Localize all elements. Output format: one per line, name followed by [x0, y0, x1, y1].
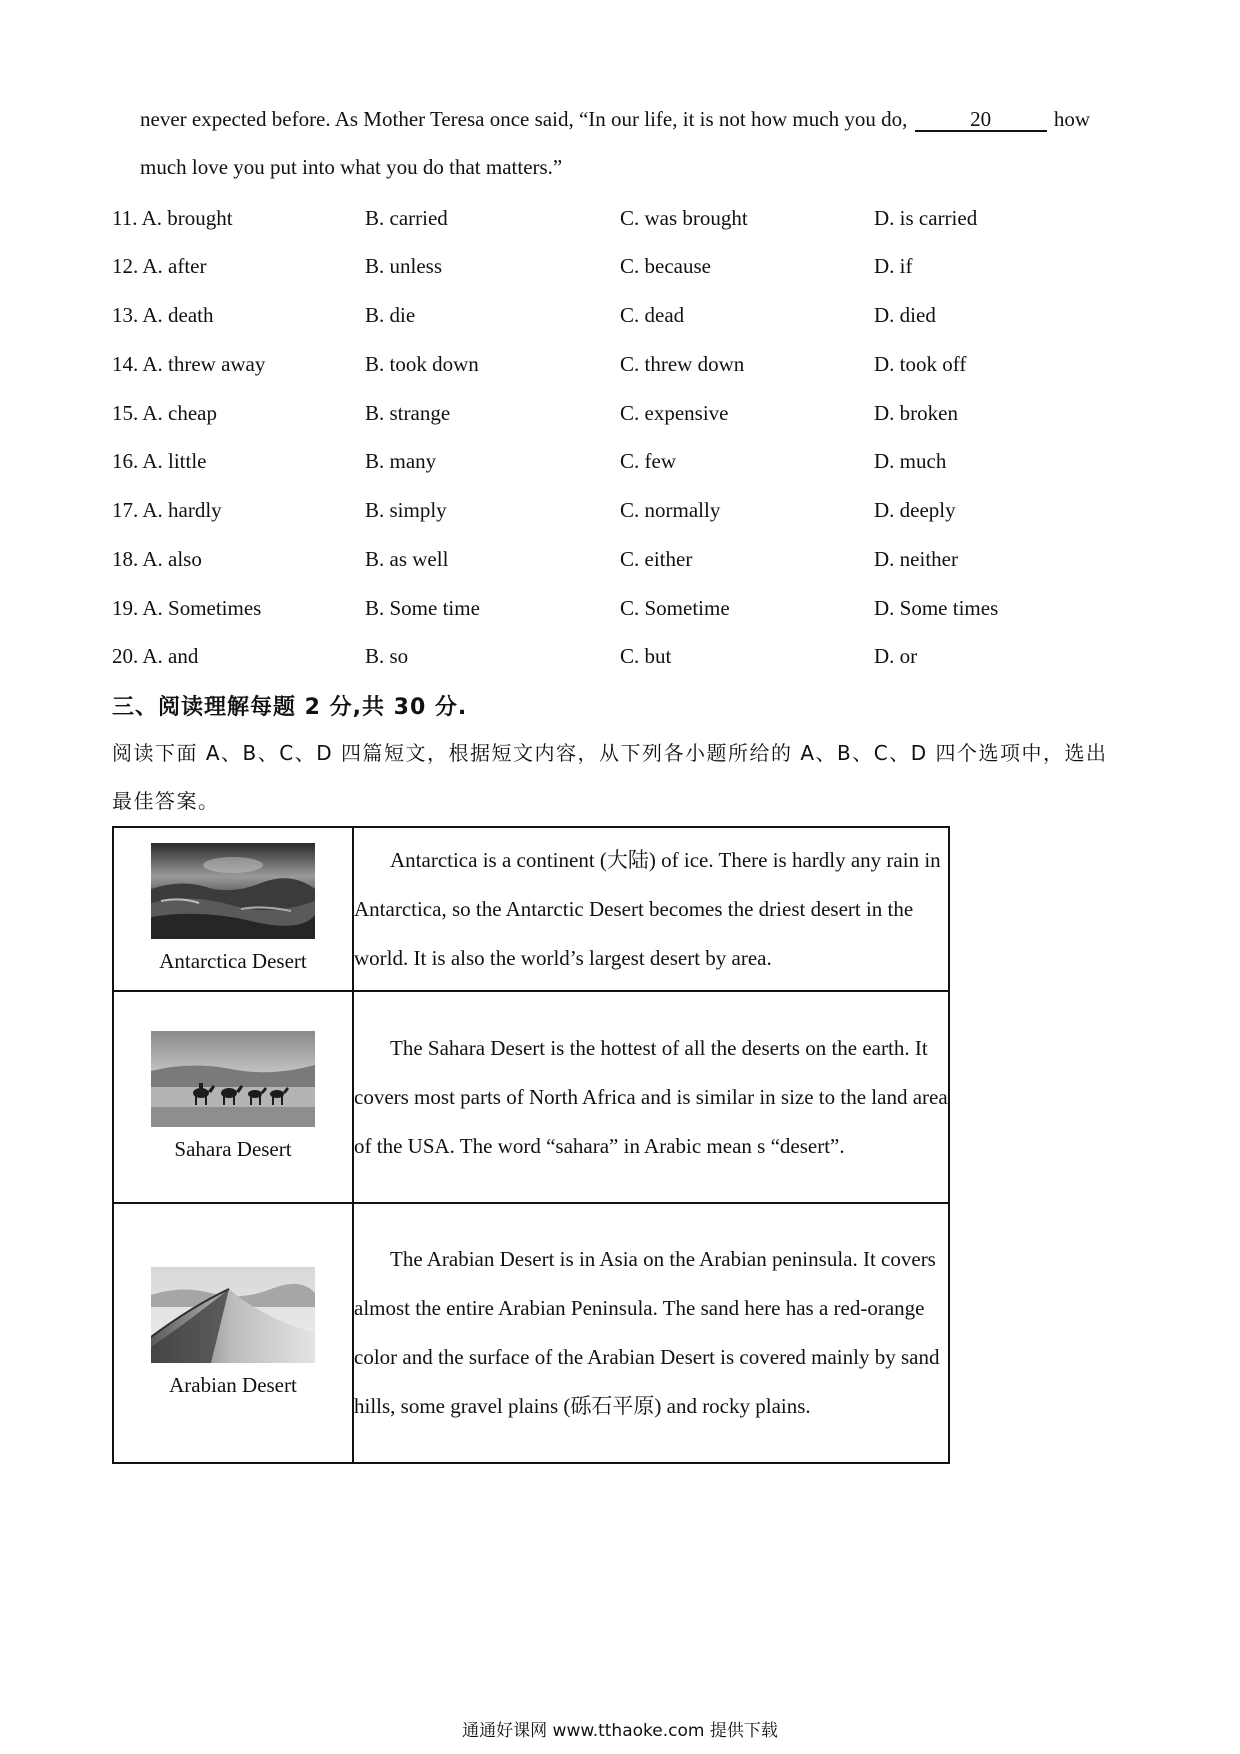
option-d: D. is carried [874, 206, 978, 230]
option-b: B. took down [365, 352, 479, 376]
instruction-line-2: 最佳答案。 [112, 789, 220, 813]
desert-description-cell [353, 827, 949, 991]
option-d: D. or [874, 644, 918, 668]
desert-description-cell [353, 991, 949, 1203]
option-c: C. normally [620, 498, 721, 522]
option-c: C. Sometime [620, 596, 730, 620]
question-18 [112, 545, 1012, 573]
desert-description: The Arabian Desert is in Asia on the Arabian peninsula. It covers almost the entire Arabian Peninsula. The sand here has a red-orange color and the surface of the Arabian Desert is covered mainly by sand hills, some gravel plains (砾石平原) and rocky plains. [354, 1247, 940, 1418]
desert-row [113, 991, 949, 1203]
option-b: B. simply [365, 498, 447, 522]
desert-caption: Sahara Desert [174, 1137, 292, 1161]
option-d: D. broken [874, 401, 958, 425]
option-b: B. so [365, 644, 409, 668]
passage-text-after-blank: how [1053, 107, 1091, 131]
desert-image-cell [113, 991, 353, 1203]
question-19 [112, 594, 1012, 622]
option-d: D. if [874, 254, 913, 278]
passage-line-1 [140, 105, 1090, 133]
option-d: D. much [874, 449, 947, 473]
option-a: 11. A. brought [112, 206, 233, 230]
option-b: B. Some time [365, 596, 480, 620]
option-c: C. but [620, 644, 672, 668]
option-a: 13. A. death [112, 303, 214, 327]
question-20 [112, 642, 1012, 670]
option-a: 18. A. also [112, 547, 202, 571]
desert-row [113, 827, 949, 991]
desert-description-cell [353, 1203, 949, 1463]
option-c: C. either [620, 547, 693, 571]
page-footer: 通通好课网 www.tthaoke.com 提供下载 [462, 1721, 778, 1741]
section-title: 三、阅读理解每题 2 分,共 30 分. [112, 695, 468, 720]
desert-image-cell [113, 827, 353, 991]
option-b: B. die [365, 303, 416, 327]
question-14 [112, 350, 1012, 378]
passage-text-before-blank: never expected before. As Mother Teresa once said, “In our life, it is not how much you do, [140, 107, 908, 131]
option-c: C. because [620, 254, 711, 278]
deserts-table [112, 826, 950, 1464]
question-12 [112, 252, 1012, 280]
option-b: B. unless [365, 254, 443, 278]
option-a: 16. A. little [112, 449, 207, 473]
desert-image-cell [113, 1203, 353, 1463]
option-d: D. died [874, 303, 936, 327]
option-d: D. deeply [874, 498, 956, 522]
option-d: D. took off [874, 352, 967, 376]
question-17 [112, 496, 1012, 524]
arabian-photo [151, 1267, 315, 1363]
option-a: 12. A. after [112, 254, 207, 278]
antarctica-photo [151, 843, 315, 939]
option-a: 20. A. and [112, 644, 199, 668]
option-b: B. many [365, 449, 437, 473]
question-15 [112, 399, 1012, 427]
desert-row [113, 1203, 949, 1463]
option-c: C. threw down [620, 352, 745, 376]
option-a: 19. A. Sometimes [112, 596, 262, 620]
desert-description: Antarctica is a continent (大陆) of ice. There is hardly any rain in Antarctica, so the Antarctic Desert becomes the driest desert in the world. It is also the world’s largest desert by area. [354, 847, 941, 970]
desert-caption: Arabian Desert [169, 1373, 297, 1397]
question-11 [112, 204, 1012, 232]
option-a: 14. A. threw away [112, 352, 266, 376]
option-b: B. as well [365, 547, 449, 571]
question-13 [112, 301, 1012, 329]
sahara-photo [151, 1031, 315, 1127]
instruction-line-1: 阅读下面 A、B、C、D 四篇短文，根据短文内容，从下列各小题所给的 A、B、C、D 四个选项中，选出 [112, 741, 1108, 765]
question-16 [112, 447, 1012, 475]
answer-blank-20: 20 [915, 108, 1047, 132]
desert-description: The Sahara Desert is the hottest of all the deserts on the earth. It covers most parts of North Africa and is similar in size to the land area of the USA. The word “sahara” in Arabic mean s “desert”. [354, 1035, 948, 1158]
passage-line-2: much love you put into what you do that matters.” [140, 155, 563, 179]
option-a: 17. A. hardly [112, 498, 222, 522]
option-c: C. expensive [620, 401, 729, 425]
option-c: C. was brought [620, 206, 748, 230]
desert-caption: Antarctica Desert [159, 949, 307, 973]
option-b: B. carried [365, 206, 448, 230]
option-b: B. strange [365, 401, 451, 425]
option-c: C. few [620, 449, 676, 473]
option-c: C. dead [620, 303, 685, 327]
option-a: 15. A. cheap [112, 401, 217, 425]
option-d: D. neither [874, 547, 958, 571]
option-d: D. Some times [874, 596, 999, 620]
